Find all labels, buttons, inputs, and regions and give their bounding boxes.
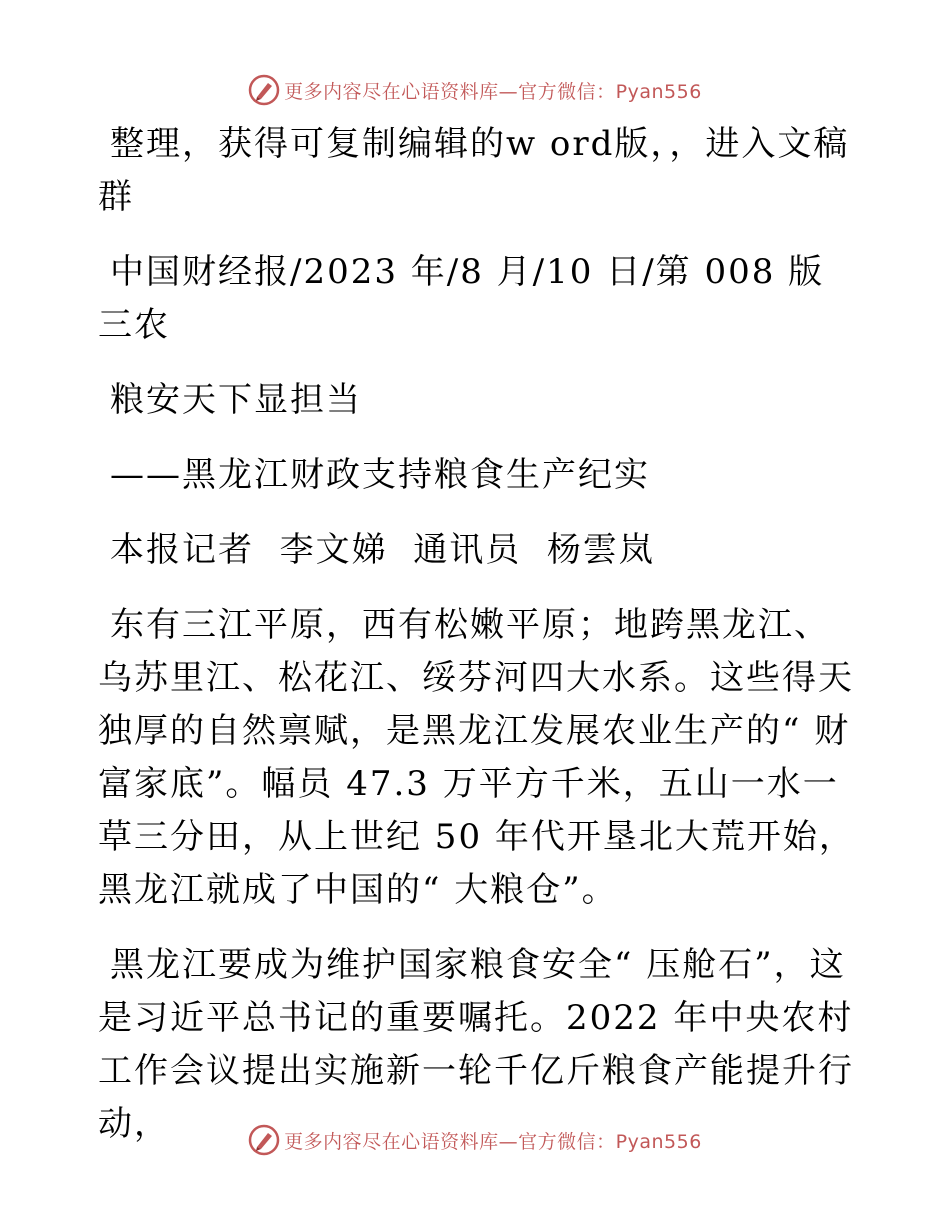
pen-logo-icon (248, 1124, 280, 1156)
article-title: 粮安天下显担当 (110, 380, 362, 420)
document-body (98, 118, 858, 1173)
watermark-banner-top (0, 70, 950, 110)
body-paragraph: 东有三江平原，西有松嫩平原；地跨黑龙江、乌苏里江、松花江、绥芬河四大水系。这些得天独厚的自然禀赋，是黑龙江发展农业生产的“ 财富家底”。幅员 47.3 万平方千米，五山一水一草三分田，从上世纪 50 年代开垦北大荒开始，黑龙江就成了中国的“ 大粮仓”。 (98, 605, 855, 910)
pen-logo-icon (248, 74, 280, 106)
body-paragraph: 黑龙江要成为维护国家粮食安全“ 压舱石”，这是习近平总书记的重要嘱托。2022 年中央农村工作会议提出实施新一轮千亿斤粮食产能提升行动， (98, 945, 854, 1144)
watermark-text: 更多内容尽在心语资料库—官方微信：Pyan556 (284, 80, 702, 103)
article-subtitle: ——黑龙江财政支持粮食生产纪实 (110, 455, 650, 495)
watermark-banner-bottom (0, 1120, 950, 1160)
watermark-text: 更多内容尽在心语资料库—官方微信：Pyan556 (284, 1130, 702, 1153)
intro-line: 整理，获得可复制编辑的w ord版，，进入文稿群 (98, 124, 850, 217)
source-line: 中国财经报/2023 年/8 月/10 日/第 008 版三农 (98, 252, 825, 345)
byline: 本报记者 李文娣 通讯员 杨雲岚 (110, 530, 655, 570)
